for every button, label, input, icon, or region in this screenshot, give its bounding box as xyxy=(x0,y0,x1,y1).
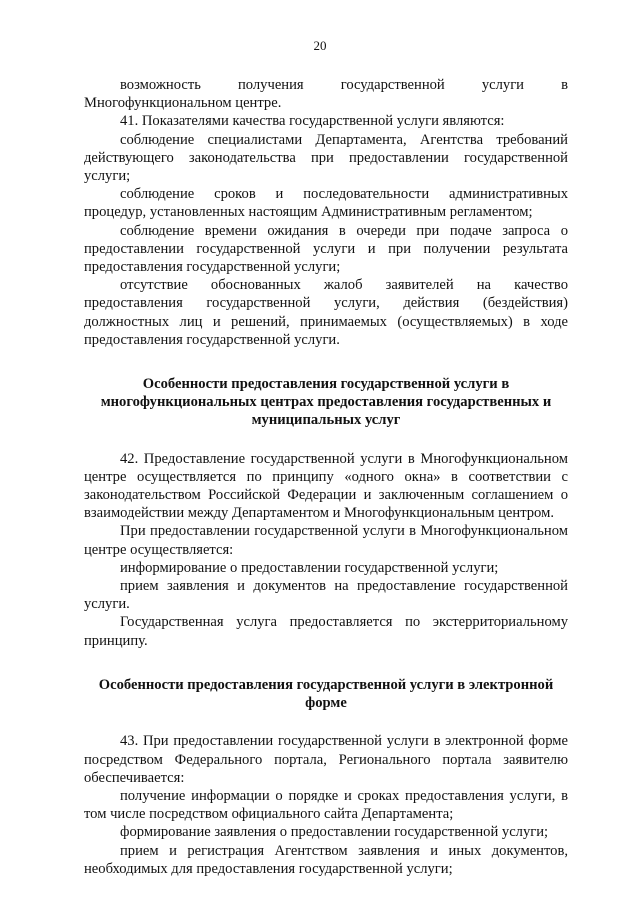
paragraph: соблюдение специалистами Департамента, Агентства требований действующего законодательства при предоставлении государственной услуги; xyxy=(84,131,568,185)
paragraph: Государственная услуга предоставляется по экстерриториальному принципу. xyxy=(84,614,568,649)
paragraph: прием и регистрация Агентством заявления и иных документов, необходимых для предоставления государственной услуги; xyxy=(84,842,568,877)
paragraph: соблюдение времени ожидания в очереди при подаче запроса о предоставлении государственной услуги и при получении результата предоставления государственной услуги; xyxy=(84,222,568,276)
page-number: 20 xyxy=(313,38,327,53)
paragraph: 42. Предоставление государственной услуги в Многофункциональном центре осуществляется по принципу «одного окна» в соответствии с законодательством Российской Федерации и заключенным соглашением о взаимодействии между Департаментом и Многофункциональным центром. xyxy=(84,450,568,522)
section-heading-mfc: Особенности предоставления государственной услуги в многофункциональных центрах предоставления государственных и муниципальных услуг xyxy=(100,376,552,429)
section-heading-electronic: Особенности предоставления государственной услуги в электронной форме xyxy=(98,676,554,712)
paragraph: получение информации о порядке и сроках предоставления услуги, в том числе посредством официального сайта Департамента; xyxy=(84,787,568,823)
paragraph: отсутствие обоснованных жалоб заявителей на качество предоставления государственной услуги, действия (бездействия) должностных лиц и решений, принимаемых (осуществляемых) в ходе предоставления государственной услуги. xyxy=(84,277,568,348)
paragraph: 43. При предоставлении государственной услуги в электронной форме посредством Федерального портала, Регионального портала заявителю обеспечивается: xyxy=(84,733,568,786)
paragraph: информирование о предоставлении государственной услуги; xyxy=(120,559,499,576)
paragraph: возможность получения государственной услуги в Многофункциональном центре. xyxy=(84,77,568,112)
paragraph: формирование заявления о предоставлении государственной услуги; xyxy=(120,824,549,841)
paragraph: При предоставлении государственной услуги в Многофункциональном центре осуществляется: xyxy=(84,523,568,558)
paragraph: соблюдение сроков и последовательности административных процедур, установленных настоящим Административным регламентом; xyxy=(84,186,568,221)
document-body xyxy=(84,76,568,878)
paragraph: прием заявления и документов на предоставление государственной услуги. xyxy=(84,578,568,613)
paragraph: 41. Показателями качества государственной услуги являются: xyxy=(120,113,505,130)
